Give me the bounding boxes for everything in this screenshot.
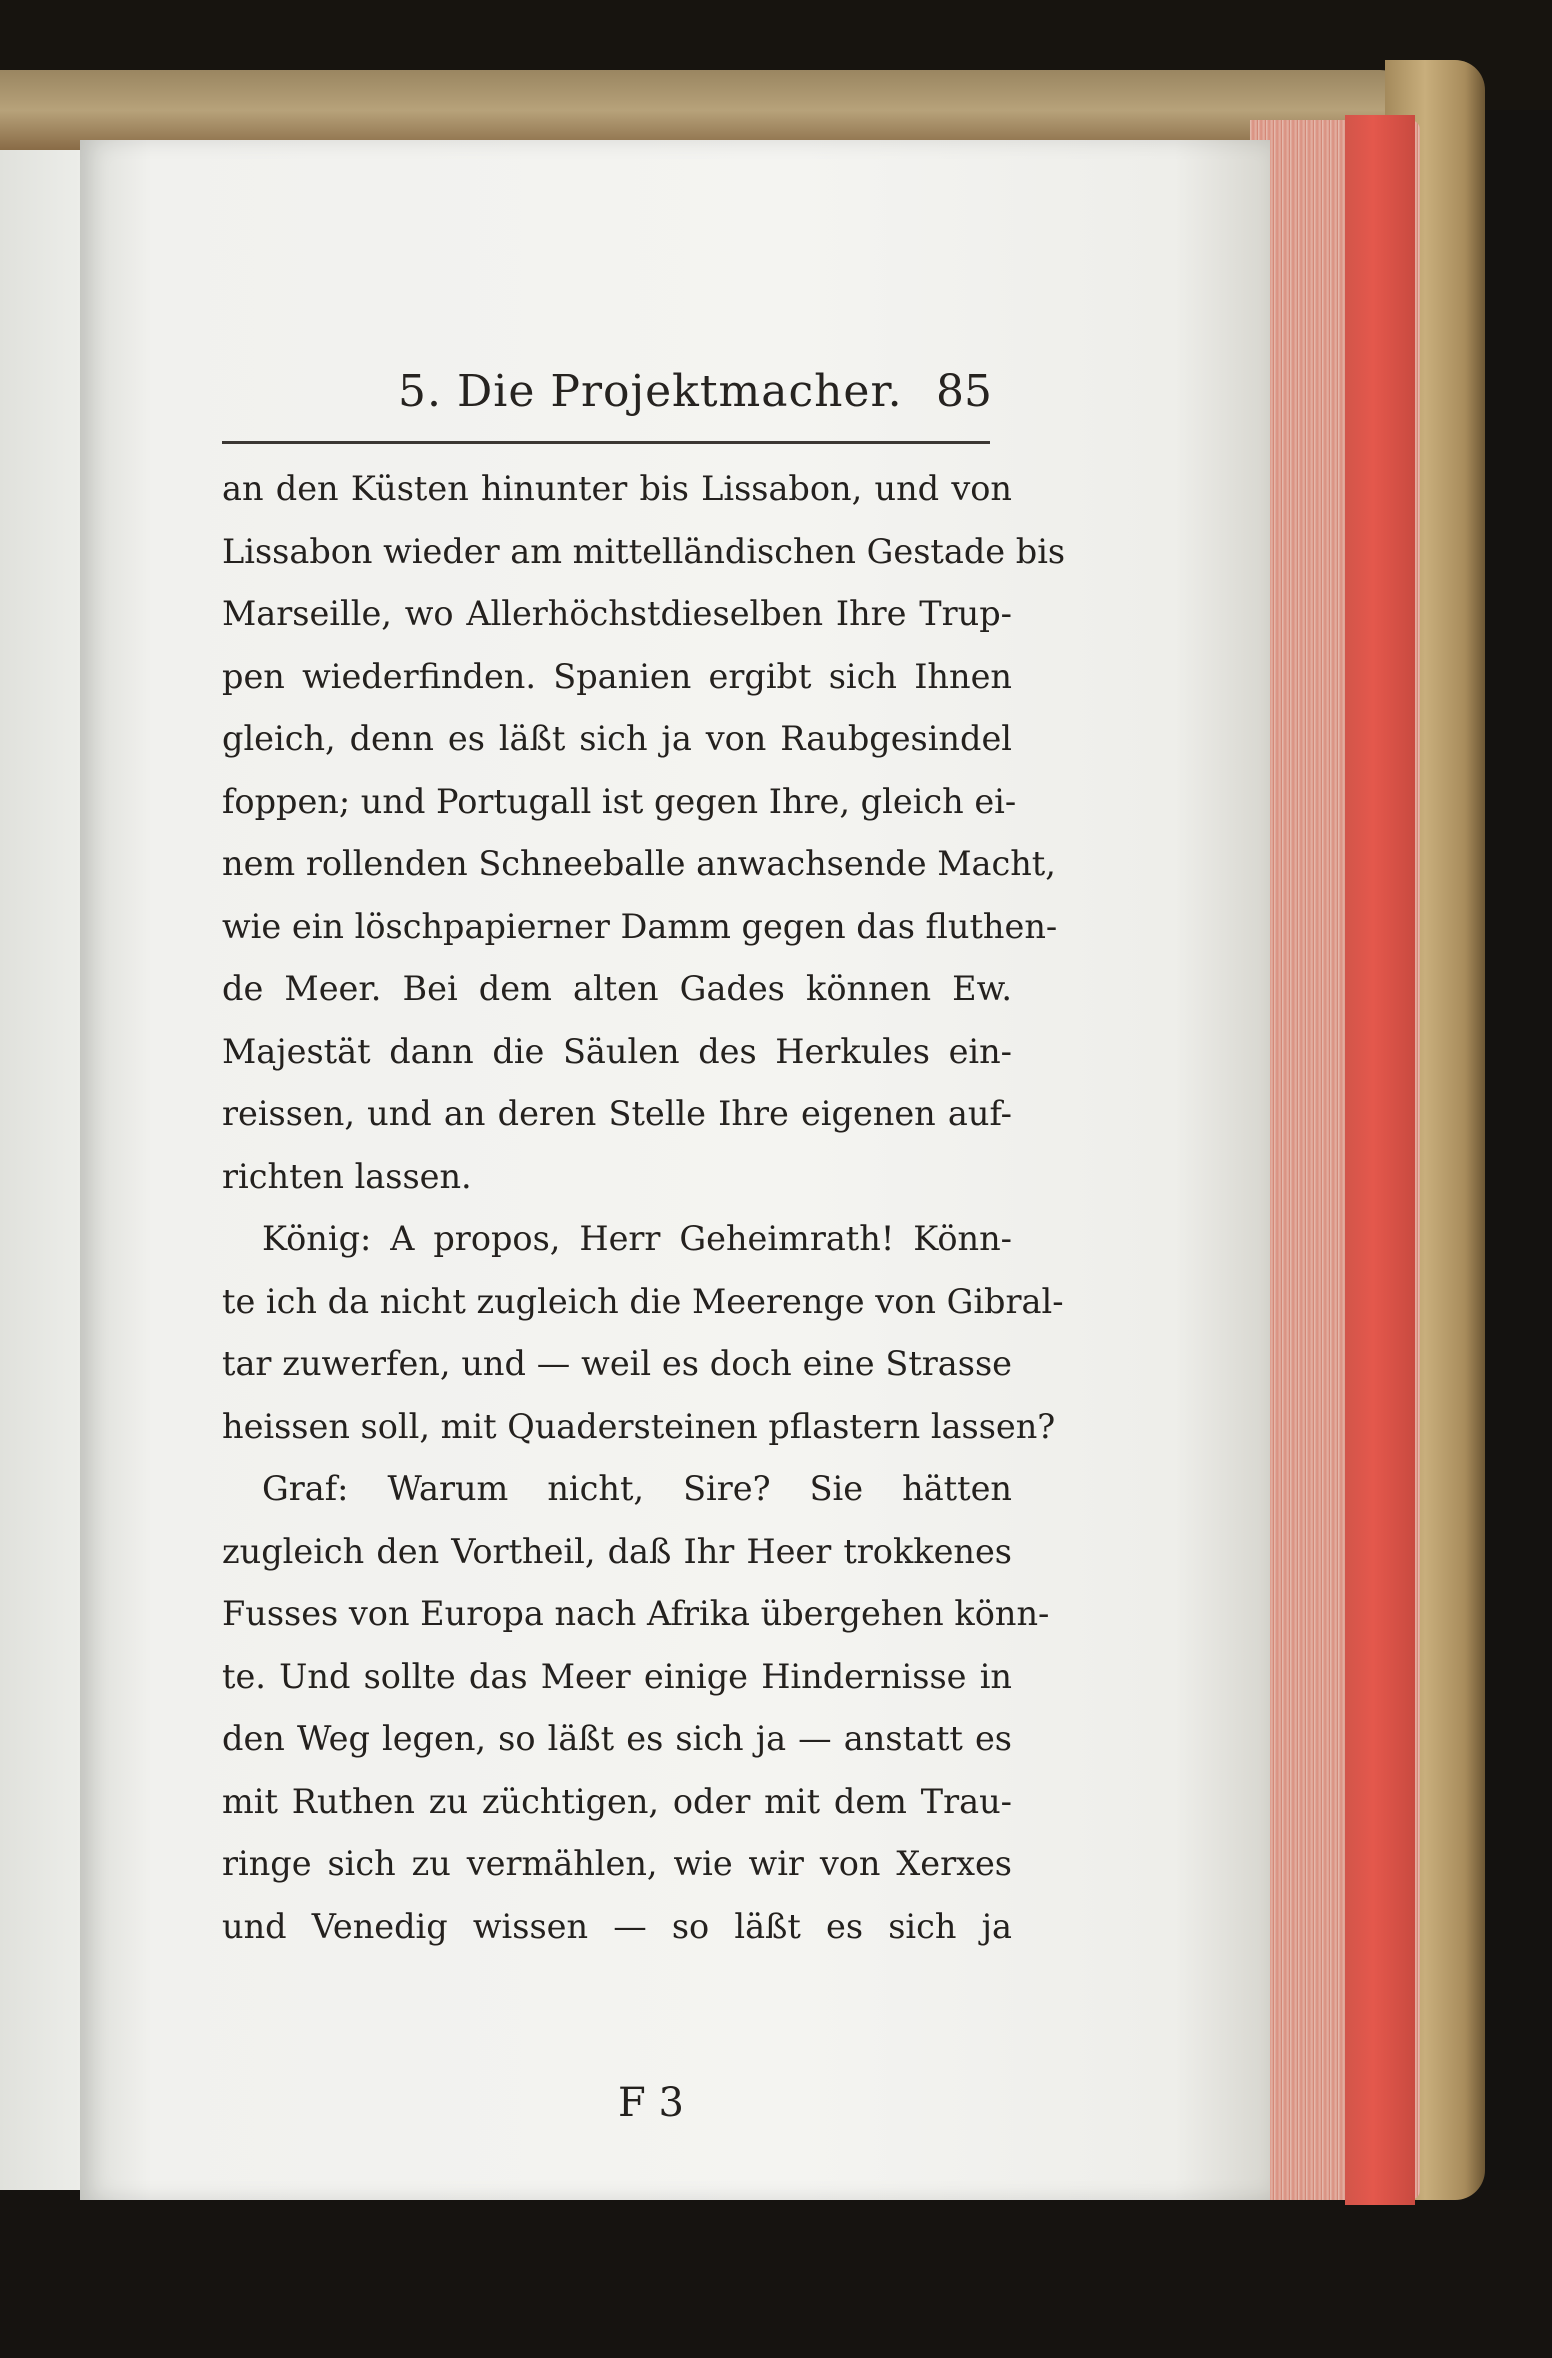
text-line: zugleich den Vortheil, daß Ihr Heer trokkenes — [222, 1531, 1012, 1571]
text-line: te. Und sollte das Meer einige Hindernisse in — [222, 1656, 1012, 1696]
text-line: foppen; und Portugall ist gegen Ihre, gleich ei- — [222, 781, 1017, 821]
text-line: Lissabon wieder am mittelländischen Gestade bis — [222, 531, 1066, 571]
text-line: gleich, denn es läßt sich ja von Raubgesindel — [222, 719, 1012, 758]
text-line: Fusses von Europa nach Afrika übergehen könn- — [222, 1594, 1050, 1633]
text-line: wie ein löschpapierner Damm gegen das fluthen- — [222, 906, 1058, 946]
text-line: und Venedig wissen — so läßt es sich ja — [222, 1906, 1012, 1946]
text-line: pen wiederfinden. Spanien ergibt sich Ihnen — [222, 656, 1012, 696]
header-rule — [222, 441, 990, 444]
background-bottom — [0, 2190, 1552, 2358]
body-text — [222, 458, 1066, 1958]
text-line: König: A propos, Herr Geheimrath! Könn- — [262, 1219, 1012, 1258]
text-line: nem rollenden Schneeballe anwachsende Macht, — [222, 844, 1056, 883]
text-line: an den Küsten hinunter bis Lissabon, und von — [222, 469, 1012, 508]
text-line: richten lassen. — [222, 1156, 472, 1196]
signature-mark: F 3 — [618, 2080, 684, 2126]
text-line: heissen soll, mit Quadersteinen pflastern lassen? — [222, 1406, 1056, 1446]
running-header — [222, 360, 992, 430]
red-page-edge — [1345, 115, 1415, 2205]
text-line: Majestät dann die Säulen des Herkules ein- — [222, 1031, 1012, 1071]
text-line: Marseille, wo Allerhöchstdieselben Ihre Trup- — [222, 594, 1012, 633]
page-number: 85 — [936, 366, 992, 417]
page-title: 5. Die Projektmacher. — [398, 366, 903, 417]
text-line: den Weg legen, so läßt es sich ja — anstatt es — [222, 1719, 1012, 1758]
text-line: ringe sich zu vermählen, wie wir von Xerxes — [222, 1844, 1012, 1883]
text-line: Graf: Warum nicht, Sire? Sie hätten — [262, 1469, 1012, 1508]
text-line: tar zuwerfen, und — weil es doch eine Strasse — [222, 1344, 1012, 1383]
text-line: te ich da nicht zugleich die Meerenge von Gibral- — [222, 1281, 1064, 1321]
text-line: mit Ruthen zu züchtigen, oder mit dem Trau- — [222, 1781, 1012, 1821]
text-line: reissen, und an deren Stelle Ihre eigenen auf- — [222, 1094, 1012, 1133]
text-line: de Meer. Bei dem alten Gades können Ew. — [222, 969, 1012, 1008]
